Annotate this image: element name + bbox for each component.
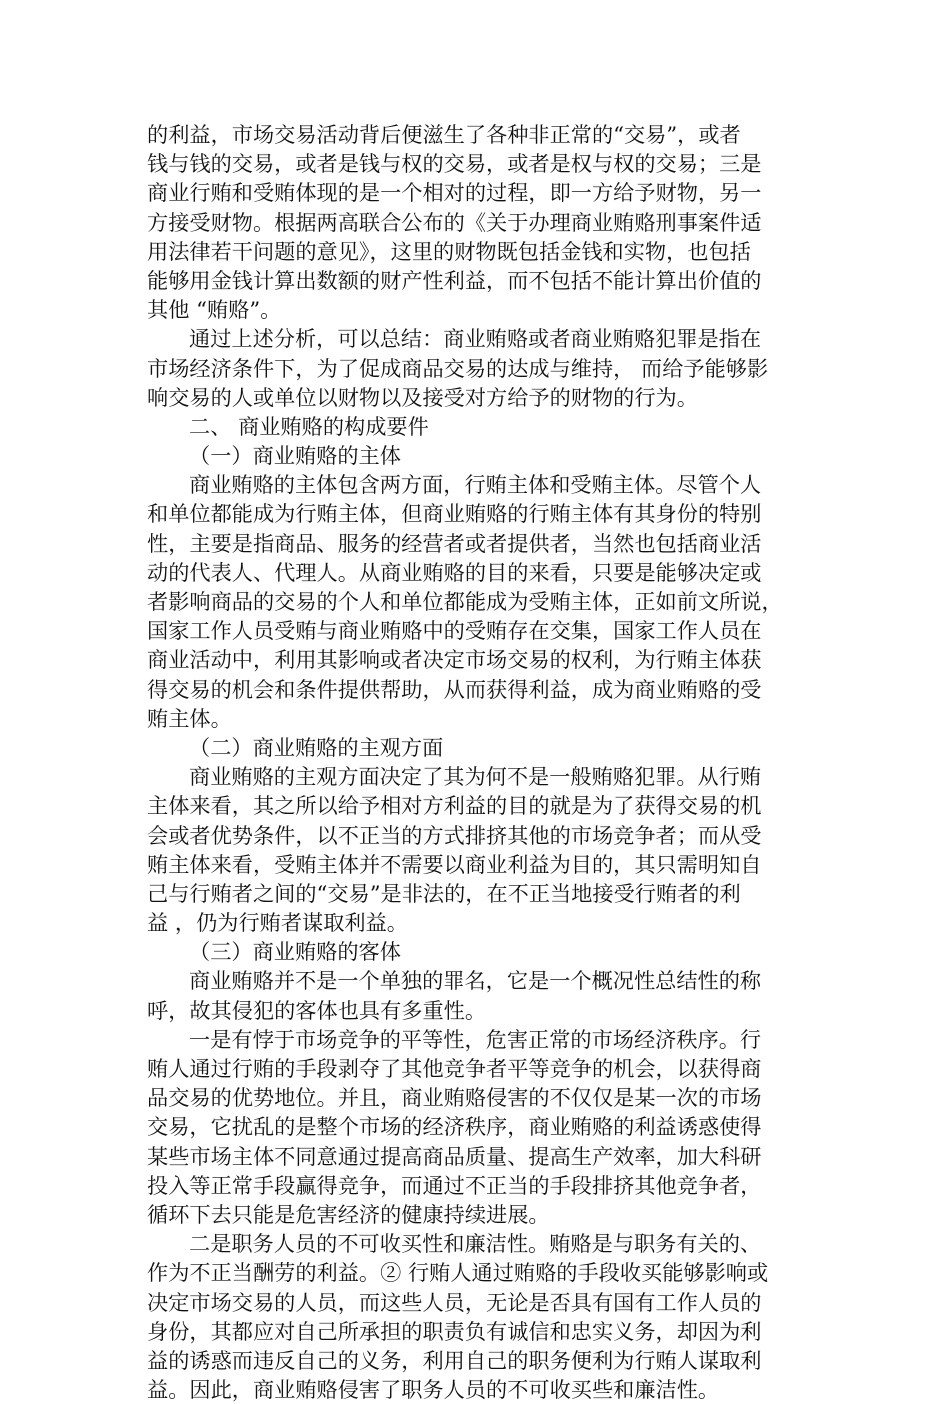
text-line: 呼，故其侵犯的客体也具有多重性。: [147, 997, 487, 1023]
subsection-heading: （一）商业贿赂的主体: [189, 443, 401, 469]
text-line: 贿人通过行贿的手段剥夺了其他竞争者平等竞争的机会，以获得商: [147, 1056, 762, 1081]
subsection-heading: （二）商业贿赂的主观方面: [189, 734, 444, 760]
text-line: 钱与钱的交易，或者是钱与权的交易，或者是权与权的交易；三是: [147, 151, 762, 177]
text-line: 国家工作人员受贿与商业贿赂中的受贿存在交集，国家工作人员在: [147, 618, 762, 644]
text-line: 商业活动中，利用其影响或者决定市场交易的权利，为行贿主体获: [147, 647, 762, 673]
subsection-heading: （三）商业贿赂的客体: [189, 939, 401, 965]
text-line: 品交易的优势地位。并且，商业贿赂侵害的不仅仅是某一次的市场: [147, 1085, 762, 1111]
text-line: 主体来看，其之所以给予相对方利益的目的就是为了获得交易的机: [147, 793, 762, 819]
text-line: 和单位都能成为行贿主体，但商业贿赂的行贿主体有其身份的特别: [147, 501, 762, 527]
text-line: 某些市场主体不同意通过提高商品质量、提高生产效率，加大科研: [147, 1143, 762, 1169]
text-line: 商业行贿和受贿体现的是一个相对的过程，即一方给予财物，另一: [147, 180, 762, 206]
text-line: 身份，其都应对自己所承担的职责负有诚信和忠实义务，却因为利: [147, 1318, 762, 1344]
text-line: 通过上述分析，可以总结：商业贿赂或者商业贿赂犯罪是指在: [189, 326, 762, 352]
text-line: 的利益，市场交易活动背后便滋生了各种非正常的“交易”，或者: [147, 122, 741, 147]
text-line: 益 ，仍为行贿者谋取利益。: [147, 910, 408, 936]
text-line: 能够用金钱计算出数额的财产性利益，而不包括不能计算出价值的: [147, 267, 762, 293]
text-line: 循环下去只能是危害经济的健康持续进展。: [147, 1201, 550, 1227]
text-line: 二是职务人员的不可收买性和廉洁性。贿赂是与职务有关的、: [189, 1231, 762, 1257]
text-line: 市场经济条件下，为了促成商品交易的达成与维持， 而给予能够影: [147, 355, 769, 381]
text-line: 商业贿赂的主观方面决定了其为何不是一般贿赂犯罪。从行贿: [189, 764, 762, 790]
text-line: 其他 “贿赂”。: [147, 297, 282, 323]
text-line: 贿主体。: [147, 705, 232, 731]
text-line: 性，主要是指商品、服务的经营者或者提供者，当然也包括商业活: [147, 530, 762, 556]
text-line: 用法律若干问题的意见》，这里的财物既包括金钱和实物，也包括: [147, 238, 751, 264]
text-line: 会或者优势条件，以不正当的方式排挤其他的市场竞争者；而从受: [147, 822, 762, 848]
text-line: 作为不正当酬劳的利益。② 行贿人通过贿赂的手段收买能够影响或: [147, 1260, 769, 1286]
text-line: 交易，它扰乱的是整个市场的经济秩序，商业贿赂的利益诱惑使得: [147, 1114, 762, 1140]
text-line: 益的诱惑而违反自己的义务，利用自己的职务便利为行贿人谋取利: [147, 1347, 762, 1373]
text-line: 决定市场交易的人员，而这些人员，无论是否具有国有工作人员的: [147, 1289, 762, 1315]
text-line: 方接受财物。根据两高联合公布的《关于办理商业贿赂刑事案件适: [147, 209, 762, 235]
text-line: 响交易的人或单位以财物以及接受对方给予的财物的行为。: [147, 384, 698, 410]
text-line: 动的代表人、代理人。从商业贿赂的目的来看，只要是能够决定或: [147, 559, 762, 585]
text-line: 贿主体来看，受贿主体并不需要以商业利益为目的，其只需明知自: [147, 851, 762, 877]
text-line: 商业贿赂的主体包含两方面，行贿主体和受贿主体。尽管个人: [189, 472, 762, 498]
text-line: 一是有悖于市场竞争的平等性，危害正常的市场经济秩序。行: [189, 1026, 762, 1052]
text-line: 得交易的机会和条件提供帮助，从而获得利益，成为商业贿赂的受: [147, 676, 762, 702]
text-line: 投入等正常手段赢得竞争，而通过不正当的手段排挤其他竞争者，: [147, 1172, 762, 1198]
text-line: 商业贿赂并不是一个单独的罪名，它是一个概况性总结性的称: [189, 968, 762, 994]
document-body: [147, 120, 799, 1404]
text-line: 己与行贿者之间的“交易”是非法的，在不正当地接受行贿者的利: [147, 880, 741, 906]
section-heading: 二、 商业贿赂的构成要件: [189, 413, 429, 439]
text-line: 益。因此，商业贿赂侵害了职务人员的不可收买些和廉洁性。: [147, 1377, 720, 1403]
text-line: 者影响商品的交易的个人和单位都能成为受贿主体，正如前文所说，: [147, 589, 783, 614]
